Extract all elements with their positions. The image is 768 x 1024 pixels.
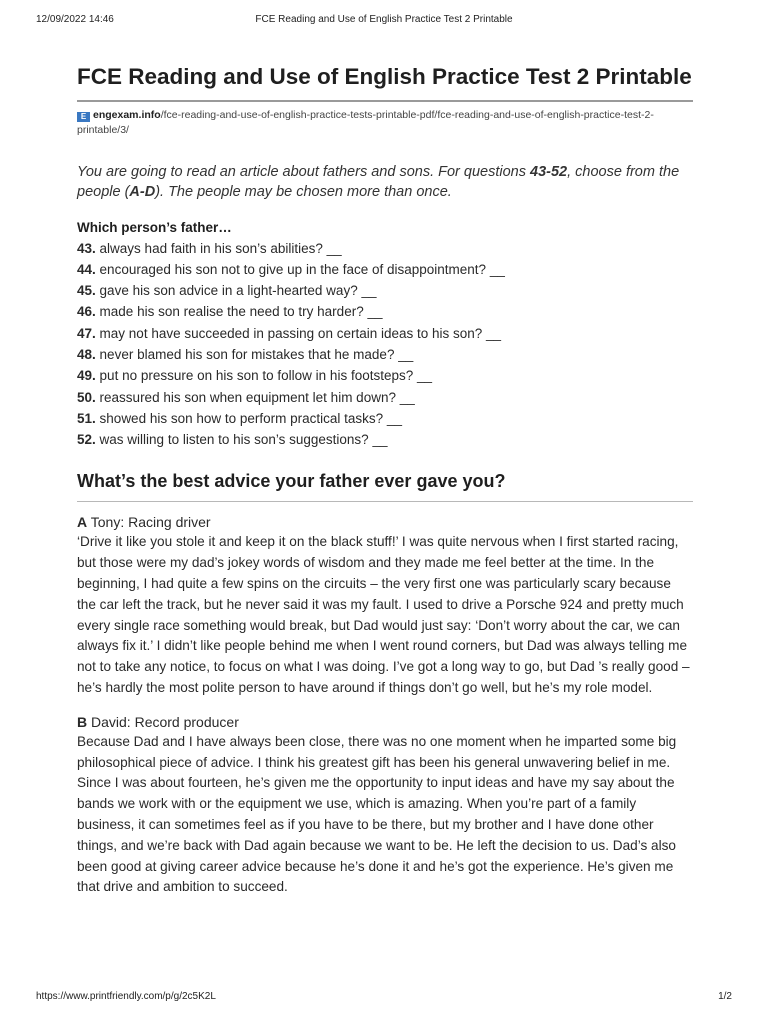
question-item: 50. reassured his son when equipment let him down? __ bbox=[77, 389, 415, 405]
question-item: 46. made his son realise the need to try harder? __ bbox=[77, 304, 383, 320]
print-url: https://www.printfriendly.com/p/g/2c5K2L bbox=[36, 991, 216, 1002]
question-item: 44. encouraged his son not to give up in the face of disappointment? __ bbox=[77, 261, 505, 277]
page-number: 1/2 bbox=[718, 991, 732, 1002]
article-content bbox=[77, 62, 693, 898]
person-b-section bbox=[77, 712, 693, 898]
source-path[interactable]: /fce-reading-and-use-of-english-practice-tests-printable-pdf/fce-reading-and-use-of-english-practice-test-2-printable/3/ bbox=[77, 109, 654, 136]
question-list bbox=[77, 238, 693, 451]
article-heading: What’s the best advice your father ever gave you? bbox=[77, 471, 506, 492]
question-item: 45. gave his son advice in a light-hearted way? __ bbox=[77, 283, 377, 299]
question-item: 48. never blamed his son for mistakes that he made? __ bbox=[77, 346, 414, 362]
question-item: 52. was willing to listen to his son’s suggestions? __ bbox=[77, 432, 388, 448]
task-instructions: You are going to read an article about fathers and sons. For questions 43-52, choose from the people (A-D). The people may be chosen more than once. bbox=[77, 164, 680, 200]
questions-heading: Which person’s father… bbox=[77, 219, 232, 235]
print-datetime: 12/09/2022 14:46 bbox=[36, 14, 114, 25]
title-divider bbox=[77, 100, 693, 102]
section-divider bbox=[77, 501, 693, 502]
print-document-title: FCE Reading and Use of English Practice Test 2 Printable bbox=[255, 14, 513, 25]
question-item: 43. always had faith in his son’s abilities? __ bbox=[77, 240, 342, 256]
person-b-text: Because Dad and I have always been close, there was no one moment when he imparted some big philosophical piece of advice. I think his greatest gift has been his general unwavering belief in me. Since I was about fourteen, he’s given me the opportunity to input ideas and have my say about the bands we work with or the equipment we use, which is amazing. When you’re part of a family business, it can sometimes feel as if you have to be there, but my brother and I have done other things, and we’re back with Dad again because we want to be. He left the decision to us. Dad’s also been good at giving career advice because he’s done it and he’s got the experience. He’s given me that drive and ambition to succeed. bbox=[77, 733, 677, 895]
person-a-text: ‘Drive it like you stole it and keep it on the black stuff!’ I was quite nervous when I first started racing, but those were my dad’s jokey words of wisdom and they made me feel better at the time. In the beginning, I had quite a few spins on the circuits – the very first one was particularly scary because the car left the track, but he never said it was my fault. I used to drive a Porsche 924 and pretty much every single race something would break, but Dad would just say: ‘Don’t worry about the car, we can always fix it.’ I didn’t like people behind me when I went round corners, but Dad was always telling me not to take any notice, to focus on what I was doing. I’ve got a long way to go, but Dad ’s really good – he’s hardly the most polite person to have around if things don’t go well, but he’s my role model. bbox=[77, 534, 690, 696]
person-b-heading: B David: Record producer bbox=[77, 713, 239, 730]
question-item: 51. showed his son how to perform practical tasks? __ bbox=[77, 410, 402, 426]
question-range: 43-52 bbox=[530, 164, 568, 180]
source-domain[interactable]: engexam.info bbox=[93, 109, 161, 121]
options-range: A-D bbox=[129, 184, 156, 200]
question-item: 47. may not have succeeded in passing on certain ideas to his son? __ bbox=[77, 325, 502, 341]
question-item: 49. put no pressure on his son to follow in his footsteps? __ bbox=[77, 368, 432, 384]
person-a-heading: A Tony: Racing driver bbox=[77, 514, 211, 531]
site-favicon-icon: E bbox=[77, 112, 90, 122]
person-a-section bbox=[77, 512, 693, 698]
source-link[interactable] bbox=[77, 108, 693, 138]
page-title: FCE Reading and Use of English Practice Test 2 Printable bbox=[77, 64, 692, 89]
